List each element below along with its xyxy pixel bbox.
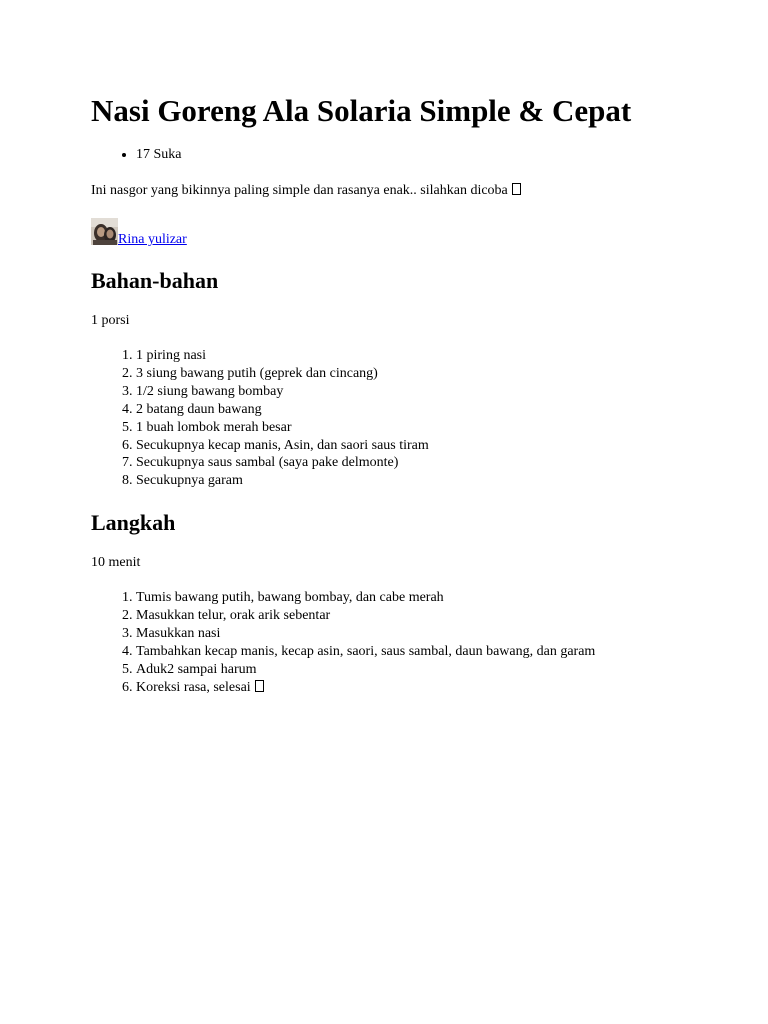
missing-emoji-icon bbox=[255, 680, 264, 692]
step-item bbox=[136, 643, 595, 661]
ingredient-item-text: Secukupnya garam bbox=[136, 473, 243, 489]
ingredient-item-text: 2 batang daun bawang bbox=[136, 401, 262, 417]
ingredient-item-text: 1 buah lombok merah besar bbox=[136, 419, 292, 435]
steps-heading: Langkah bbox=[91, 510, 176, 535]
likes-list bbox=[91, 146, 182, 164]
ingredient-item-text: Secukupnya kecap manis, Asin, dan saori saus tiram bbox=[136, 437, 429, 453]
avatar-photo-icon bbox=[91, 218, 118, 245]
steps-list bbox=[91, 589, 595, 696]
recipe-description-text: Ini nasgor yang bikinnya paling simple dan rasanya enak.. silahkan dicoba bbox=[91, 183, 508, 198]
step-item bbox=[136, 679, 595, 697]
step-item bbox=[136, 661, 595, 679]
avatar[interactable] bbox=[91, 218, 118, 245]
ingredient-item-text: Secukupnya saus sambal (saya pake delmonte) bbox=[136, 455, 399, 471]
ingredient-item bbox=[136, 454, 429, 472]
recipe-title: Nasi Goreng Ala Solaria Simple & Cepat bbox=[91, 93, 632, 128]
ingredient-item bbox=[136, 437, 429, 455]
missing-emoji-icon bbox=[512, 183, 521, 195]
ingredient-item bbox=[136, 472, 429, 490]
ingredient-item-text: 1/2 siung bawang bombay bbox=[136, 383, 284, 399]
ingredient-item bbox=[136, 383, 429, 401]
ingredients-heading: Bahan-bahan bbox=[91, 268, 219, 293]
author-link[interactable]: Rina yulizar bbox=[118, 232, 187, 247]
ingredient-item-text: 3 siung bawang putih (geprek dan cincang) bbox=[136, 365, 378, 381]
ingredient-item-text: 1 piring nasi bbox=[136, 348, 206, 363]
ingredient-item bbox=[136, 347, 429, 365]
ingredient-item bbox=[136, 401, 429, 419]
step-item-text: Tambahkan kecap manis, kecap asin, saori, saus sambal, daun bawang, dan garam bbox=[136, 643, 596, 659]
likes-count: • 17 Suka bbox=[136, 146, 182, 164]
step-item-text: Masukkan nasi bbox=[136, 625, 221, 641]
ingredient-item bbox=[136, 419, 429, 437]
step-item bbox=[136, 607, 595, 625]
ingredients-list bbox=[91, 347, 429, 490]
step-item-text: Tumis bawang putih, bawang bombay, dan cabe merah bbox=[136, 590, 444, 605]
duration-text: 10 menit bbox=[91, 555, 141, 570]
recipe-description bbox=[91, 182, 521, 200]
ingredient-item bbox=[136, 365, 429, 383]
step-item bbox=[136, 625, 595, 643]
step-item-text: Aduk2 sampai harum bbox=[136, 661, 257, 677]
step-item-text: Masukkan telur, orak arik sebentar bbox=[136, 607, 331, 623]
step-item-text: Koreksi rasa, selesai bbox=[136, 679, 251, 695]
step-item bbox=[136, 589, 595, 607]
servings-text: 1 porsi bbox=[91, 313, 130, 328]
